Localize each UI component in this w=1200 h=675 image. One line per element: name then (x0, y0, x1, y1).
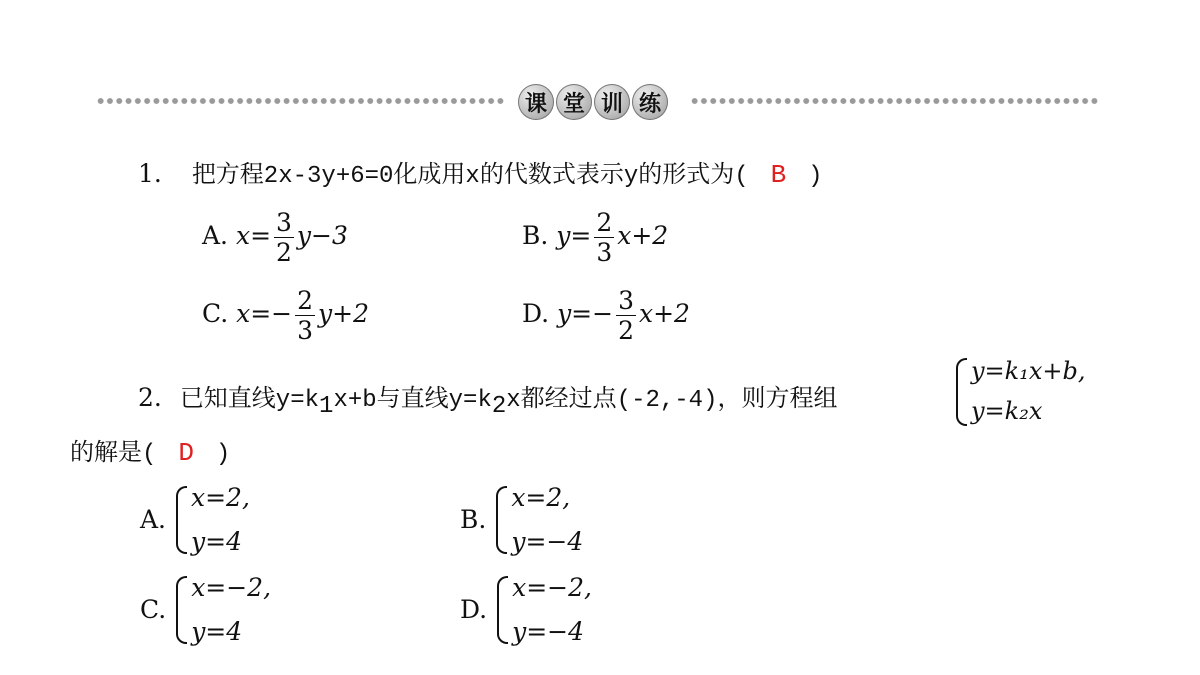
q2-text-a: 已知直线y=k (179, 387, 320, 414)
option-lhs: x= (235, 221, 272, 250)
q1-close: ) (808, 163, 823, 190)
system-line-2: y=−4 (511, 526, 584, 556)
q2-text-c: x都经过点(-2,-4)，则方程组 (506, 387, 838, 414)
system-line-1: x=2, (511, 483, 571, 512)
header-dots-right (690, 96, 1100, 106)
left-brace (176, 486, 187, 554)
q1-stem (138, 154, 823, 190)
system-line-2: y=4 (191, 526, 242, 556)
option-lhs: y=− (557, 299, 614, 328)
option-label: C. (202, 299, 229, 328)
q1-option-b[interactable] (522, 210, 668, 265)
system-line-1: y=k₁x+b, (971, 357, 1086, 385)
q2-line2-text: 的解是( (70, 441, 157, 468)
q2-option-a[interactable] (140, 476, 250, 564)
system-line-1: x=−2, (512, 573, 592, 602)
option-label: A. (202, 221, 229, 250)
option-rest: x+2 (617, 221, 669, 250)
fraction (295, 288, 315, 343)
q2-sub-1: 1 (319, 393, 334, 420)
q2-option-d[interactable] (460, 566, 592, 654)
option-label: A. (140, 505, 167, 535)
fraction-numerator: 3 (618, 286, 634, 315)
option-label: C. (140, 595, 167, 625)
option-rest: y+2 (318, 299, 370, 328)
q2-option-c[interactable] (140, 566, 271, 654)
fraction-numerator: 2 (596, 208, 613, 237)
q2-sub-2: 2 (491, 393, 507, 420)
fraction-denominator: 3 (297, 316, 314, 345)
fraction (274, 210, 294, 265)
q2-text-b: x+b与直线y=k (333, 387, 492, 414)
fraction-denominator: 2 (276, 238, 292, 267)
fraction (594, 210, 614, 265)
q2-stem (138, 378, 837, 420)
q1-number: 1. (138, 159, 162, 188)
system-line-2: y=k₂x (971, 396, 1043, 425)
q2-answer: D (178, 438, 194, 468)
left-brace (956, 358, 967, 426)
section-title (518, 84, 668, 120)
q1-option-c[interactable] (202, 288, 369, 343)
option-label: B. (522, 221, 549, 250)
option-rest: x+2 (639, 299, 690, 328)
q1-option-d[interactable] (522, 288, 690, 343)
system-line-1: x=−2, (191, 573, 272, 602)
q1-text: 把方程2x-3y+6=0化成用x的代数式表示y的形式为( (191, 163, 749, 190)
option-lhs: y= (556, 221, 592, 250)
left-brace (496, 486, 507, 554)
left-brace (497, 576, 508, 644)
q2-system (956, 352, 1085, 431)
q2-close: ) (215, 441, 231, 468)
title-char-1: 课 (518, 84, 554, 120)
title-char-2: 堂 (556, 84, 592, 120)
option-label: D. (522, 299, 550, 328)
title-char-3: 训 (594, 84, 630, 120)
header-dots-left (96, 96, 504, 106)
left-brace (176, 576, 187, 644)
option-label: D. (460, 595, 488, 625)
option-lhs: x=− (236, 299, 293, 328)
fraction-denominator: 3 (596, 238, 613, 267)
fraction (616, 288, 636, 343)
option-rest: y−3 (296, 221, 348, 250)
fraction-numerator: 2 (297, 286, 314, 315)
title-char-4: 练 (632, 84, 668, 120)
q1-answer: B (770, 160, 787, 190)
fraction-denominator: 2 (618, 316, 634, 345)
fraction-numerator: 3 (276, 208, 292, 237)
q2-option-b[interactable] (460, 476, 583, 564)
q1-option-a[interactable] (202, 210, 348, 265)
option-label: B. (460, 505, 487, 535)
system-line-2: y=4 (191, 616, 243, 646)
q2-stem-line2 (70, 432, 230, 468)
system-line-1: x=2, (191, 483, 250, 512)
system-line-2: y=−4 (512, 616, 585, 646)
q2-number: 2. (138, 383, 162, 412)
